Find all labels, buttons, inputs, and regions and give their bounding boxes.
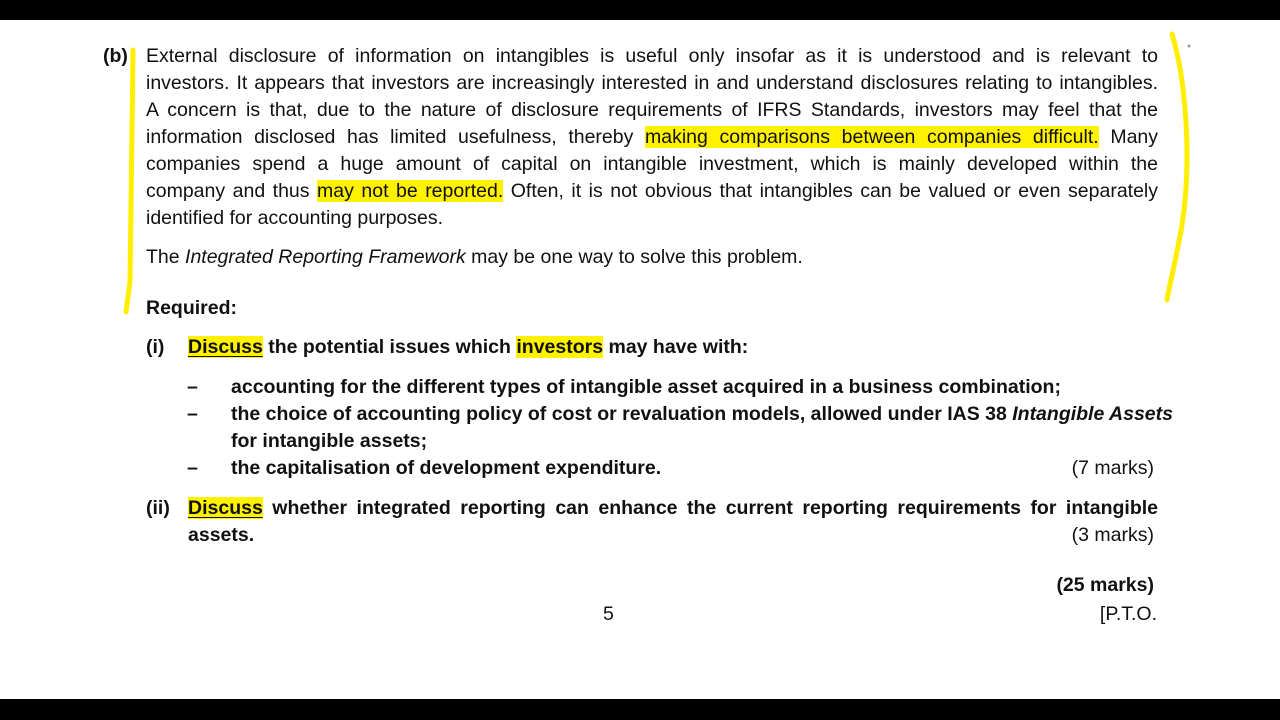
paragraph-line-5: companies spend a huge amount of capital on intangible investment, which is mainly developed within the bbox=[146, 153, 1158, 175]
framework-pre: The bbox=[146, 246, 180, 268]
pen-dot bbox=[1188, 45, 1191, 48]
q1-prompt bbox=[188, 334, 748, 361]
framework-title: Integrated Reporting Framework bbox=[185, 246, 466, 268]
q2-marks: (3 marks) bbox=[1071, 524, 1154, 546]
framework-line bbox=[146, 244, 803, 271]
highlight-comparisons: making comparisons between companies difficult. bbox=[645, 126, 1099, 148]
q2-line-2: assets. bbox=[188, 524, 255, 546]
q1-number: (i) bbox=[146, 336, 165, 358]
page-number: 5 bbox=[603, 603, 614, 625]
highlight-investors: investors bbox=[516, 336, 604, 358]
q1-text-2: may have with: bbox=[608, 336, 749, 358]
total-marks: (25 marks) bbox=[1056, 574, 1154, 596]
bullet-dash-1: – bbox=[187, 376, 198, 398]
paragraph-line-4 bbox=[146, 124, 1158, 151]
paragraph-line-6-text-a: company and thus bbox=[146, 180, 310, 202]
highlight-discuss-1: Discuss bbox=[188, 336, 263, 358]
right-margin-bracket bbox=[1167, 34, 1187, 300]
paragraph-line-1: External disclosure of information on intangibles is useful only insofar as it is understood and is relevant to bbox=[146, 45, 1158, 67]
pto-note: [P.T.O. bbox=[1099, 603, 1157, 625]
paragraph-line-7: identified for accounting purposes. bbox=[146, 207, 444, 229]
part-label: (b) bbox=[103, 45, 128, 67]
required-heading: Required: bbox=[146, 297, 238, 319]
highlight-discuss-2: Discuss bbox=[188, 497, 263, 519]
highlight-not-reported: may not be reported. bbox=[317, 180, 504, 202]
q2-number: (ii) bbox=[146, 497, 170, 519]
bullet-2-text: the choice of accounting policy of cost or revaluation models, allowed under IAS 38 bbox=[231, 403, 1007, 425]
exam-page bbox=[0, 20, 1280, 699]
bullet-dash-2: – bbox=[187, 403, 198, 425]
bullet-2 bbox=[231, 401, 1173, 428]
paragraph-line-2: investors. It appears that investors are increasingly interested in and understand disclosures relating to intangibles. bbox=[146, 72, 1158, 94]
left-margin-stroke bbox=[126, 50, 133, 312]
bullet-1: accounting for the different types of intangible asset acquired in a business combination; bbox=[231, 376, 1061, 398]
q1-marks: (7 marks) bbox=[1071, 457, 1154, 479]
q1-text-1: the potential issues which bbox=[268, 336, 511, 358]
q2-line-1 bbox=[188, 495, 1158, 522]
paragraph-line-4-text-b: Many bbox=[1110, 126, 1159, 148]
paragraph-line-4-text-a: information disclosed has limited usefulness, thereby bbox=[146, 126, 634, 148]
paragraph-line-6-text-b: Often, it is not obvious that intangibles can be valued or even separately bbox=[510, 180, 1159, 202]
paragraph-line-3: A concern is that, due to the nature of disclosure requirements of IFRS Standards, investors may feel that the bbox=[146, 99, 1158, 121]
bullet-3: the capitalisation of development expenditure. bbox=[231, 457, 662, 479]
bullet-2-standard-title: Intangible Assets bbox=[1012, 403, 1173, 425]
bullet-dash-3: – bbox=[187, 457, 198, 479]
paragraph-line-6 bbox=[146, 178, 1158, 205]
bullet-2-continued: for intangible assets; bbox=[231, 430, 428, 452]
q2-text-1: whether integrated reporting can enhance the current reporting requirements for intangible bbox=[272, 497, 1158, 519]
framework-post: may be one way to solve this problem. bbox=[471, 246, 803, 268]
